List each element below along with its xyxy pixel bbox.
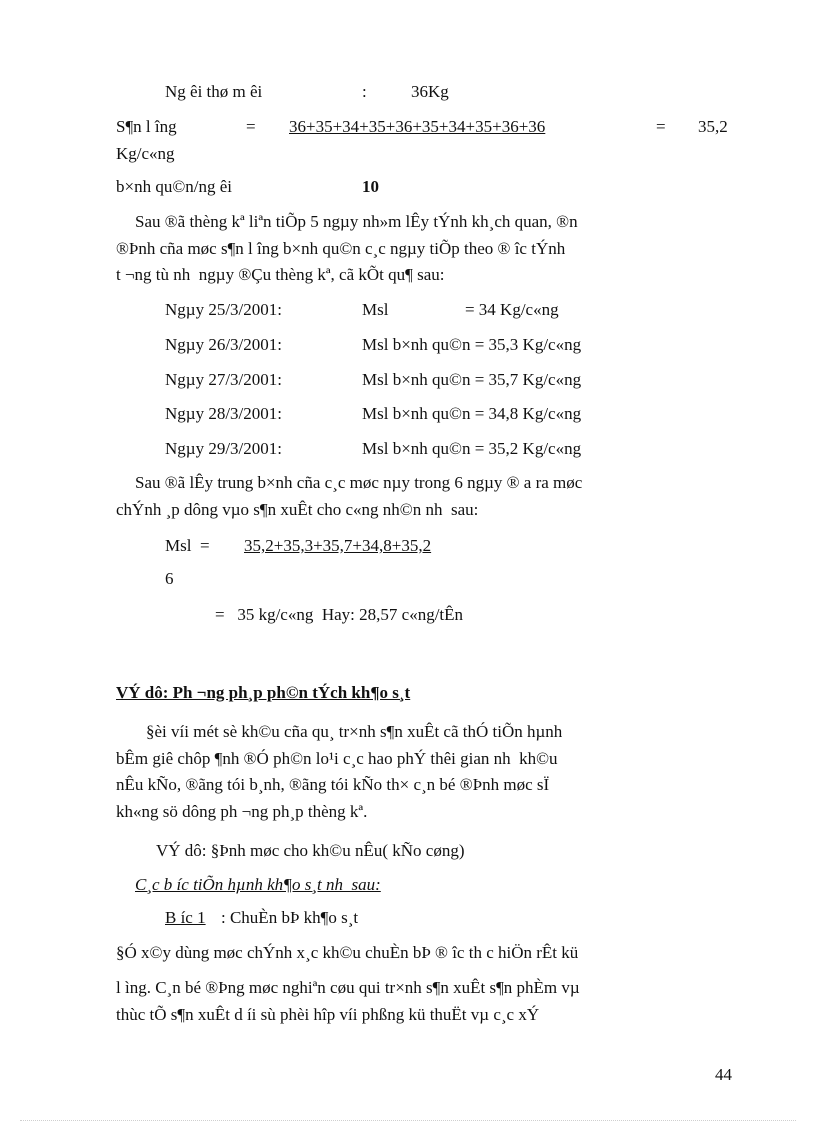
step-1-label: B íc 1 bbox=[165, 908, 206, 927]
paragraph-line: nÊu kÑo, ®ãng tói b¸nh, ®ãng tói kÑo th× c¸n bé ®Þnh møc sÏ bbox=[116, 775, 550, 794]
day-value: Msl b×nh qu©n = 34,8 Kg/c«ng bbox=[362, 404, 582, 423]
page-bottom-rule bbox=[20, 1120, 796, 1121]
section-heading: VÝ dô: Ph ¬ng ph¸p ph©n tÝch kh¶o s¸t bbox=[116, 683, 411, 702]
day-date: Ngµy 29/3/2001: bbox=[165, 439, 282, 458]
day-date: Ngµy 28/3/2001: bbox=[165, 404, 282, 423]
page-number: 44 bbox=[715, 1065, 732, 1084]
paragraph-line: §èi víi mét sè kh©u cña qu¸ tr×nh s¶n xuÊt cã thÓ tiÕn hµnh bbox=[146, 722, 563, 741]
san-luong-unit: Kg/c«ng bbox=[116, 144, 175, 163]
paragraph-line: chÝnh ¸p dông vµo s¶n xuÊt cho c«ng nh©n nh sau: bbox=[116, 500, 479, 519]
paragraph-line: t ¬ng tù nh ngµy ®Çu thèng kª, cã kÕt qu¶ sau: bbox=[116, 265, 445, 284]
msl-formula: 35,2+35,3+35,7+34,8+35,2 bbox=[244, 536, 432, 555]
day-date: Ngµy 25/3/2001: bbox=[165, 300, 282, 319]
day-value: Msl b×nh qu©n = 35,3 Kg/c«ng bbox=[362, 335, 582, 354]
day-value: Msl b×nh qu©n = 35,7 Kg/c«ng bbox=[362, 370, 582, 389]
san-luong-formula: 36+35+34+35+36+35+34+35+36+36 bbox=[289, 117, 546, 136]
san-luong-label: S¶n l îng bbox=[116, 117, 177, 136]
msl-result: = 35 kg/c«ng Hay: 28,57 c«ng/tÊn bbox=[215, 605, 464, 624]
day-date: Ngµy 27/3/2001: bbox=[165, 370, 282, 389]
paragraph-line: Sau ®ã lÊy trung b×nh cña c¸c møc nµy trong 6 ngµy ® a ra møc bbox=[135, 473, 583, 492]
example-line: VÝ dô: §Þnh møc cho kh©u nÊu( kÑo cøng) bbox=[156, 841, 465, 860]
paragraph-line: l ìng. C¸n bé ®Þng møc nghiªn cøu qui tr×nh s¶n xuÊt s¶n phÈm vµ bbox=[116, 978, 580, 997]
san-luong-result: 35,2 bbox=[698, 117, 728, 136]
san-luong-eq2: = bbox=[656, 117, 666, 136]
paragraph-line: §Ó x©y dùng møc chÝnh x¸c kh©u chuÈn bÞ ® îc th c hiÖn rÊt kü bbox=[116, 943, 579, 962]
line-nguoi-thu-muoi-value: 36Kg bbox=[411, 82, 449, 101]
line-nguoi-thu-muoi-label: Ng êi thø m êi bbox=[165, 82, 263, 101]
paragraph-line: thùc tÕ s¶n xuÊt d íi sù phèi hîp víi phßng kü thuËt vµ c¸c xÝ bbox=[116, 1005, 540, 1024]
paragraph-line: bÊm giê chôp ¶nh ®Ó ph©n lo¹i c¸c hao phÝ thêi gian nh kh©u bbox=[116, 749, 558, 768]
msl-label: Msl = bbox=[165, 536, 210, 555]
steps-title: C¸c b íc tiÕn hµnh kh¶o s¸t nh sau: bbox=[135, 875, 381, 894]
paragraph-line: kh«ng sö dông ph ¬ng ph¸p thèng kª. bbox=[116, 802, 368, 821]
binh-quan-label: b×nh qu©n/ng êi bbox=[116, 177, 232, 196]
msl-denominator: 6 bbox=[165, 569, 174, 588]
san-luong-eq: = bbox=[246, 117, 256, 136]
day-date: Ngµy 26/3/2001: bbox=[165, 335, 282, 354]
step-1-text: : ChuÈn bÞ kh¶o s¸t bbox=[221, 908, 359, 927]
binh-quan-value: 10 bbox=[362, 177, 379, 196]
day-value: Msl = 34 Kg/c«ng bbox=[362, 300, 559, 319]
paragraph-line: Sau ®ã thèng kª liªn tiÕp 5 ngµy nh»m lÊy tÝnh kh¸ch quan, ®n bbox=[135, 212, 578, 231]
line-nguoi-thu-muoi-colon: : bbox=[362, 82, 367, 101]
day-value: Msl b×nh qu©n = 35,2 Kg/c«ng bbox=[362, 439, 582, 458]
paragraph-line: ®Þnh cña møc s¶n l îng b×nh qu©n c¸c ngµy tiÕp theo ® îc tÝnh bbox=[116, 239, 566, 258]
